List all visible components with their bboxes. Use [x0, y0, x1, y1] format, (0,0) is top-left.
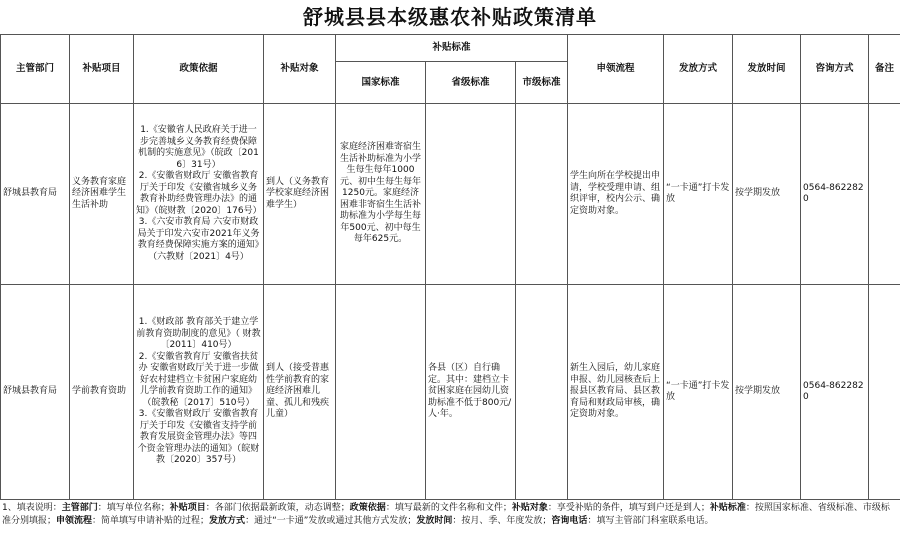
cell-basis: [134, 104, 264, 285]
cell-city: [516, 104, 568, 285]
notes-value: ：按月、季、年度发放；: [452, 515, 552, 526]
table-row: [1, 285, 900, 500]
notes-value: ：填写单位名称；: [97, 503, 170, 513]
basis-line: 1.《财政部 教育部关于建立学前教育资助制度的意见》（ 财教〔2011〕410号）: [136, 317, 261, 351]
notes-key: 咨询电话: [551, 515, 588, 526]
notes-key: 发放时间: [416, 515, 453, 526]
cell-target: 到人（接受普惠性学前教育的家庭经济困难儿童、孤儿和残疾儿童）: [264, 285, 336, 500]
cell-process: 新生入园后，幼儿家庭申报、幼儿园核查后上报县区教育局、县区教育局和财政局审核，确定资助对象。: [568, 285, 664, 500]
notes-value: ：简单填写申请补贴的过程；: [92, 515, 210, 526]
header-row-1: [1, 35, 900, 62]
basis-line: 2.《安徽省财政厅 安徽省教育厅关于印发《安徽省城乡义务教育补助经费管理办法》的通知》（皖财教〔2020〕176号）: [136, 171, 262, 216]
basis-line: 2.《安徽省教育厅 安徽省扶贫办 安徽省财政厅关于进一步做好农村建档立卡贫困户家庭幼儿学前教育资助工作的通知》（皖教秘〔2017〕510号）: [138, 351, 259, 408]
cell-target: 到人（义务教育学校家庭经济困难学生）: [264, 104, 336, 285]
notes-key: 主管部门: [61, 503, 98, 513]
cell-item: 学前教育资助: [70, 285, 134, 500]
header-method: 发放方式: [664, 35, 733, 104]
notes-value: ：各部门依据最新政策，动态调整；: [205, 503, 350, 513]
notes-key: 补贴对象: [511, 503, 548, 513]
basis-line: 1.《安徽省人民政府关于进一步完善城乡义务教育经费保障机制的实施意见》（皖政〔2016〕31号）: [138, 125, 259, 170]
policy-table: [0, 34, 900, 500]
cell-provincial: 各县（区）自行确定。其中：建档立卡贫困家庭在园幼儿资助标准不低于800元/人·年。: [426, 285, 516, 500]
notes-prefix: 1、填表说明：: [2, 503, 62, 513]
basis-line: 3.《安徽省财政厅 安徽省教育厅关于印发《安徽省支持学前教育发展资金管理办法》等四个资金管理办法的通知》（皖财教〔2020〕357号）: [137, 409, 260, 466]
notes-key: 发放方式: [209, 515, 246, 526]
header-provincial: 省级标准: [426, 62, 516, 104]
notes-value: ：按照国家标准、省级标准、市级标准分别填报；: [2, 503, 890, 526]
notes-value: ：填写最新的文件名称和文件；: [385, 503, 512, 513]
cell-method: “一卡通”打卡发放: [664, 285, 733, 500]
header-contact: 咨询方式: [801, 35, 869, 104]
cell-national: [336, 285, 426, 500]
header-city: 市级标准: [516, 62, 568, 104]
notes-value: ：享受补贴的条件，填写到户还是到人；: [547, 503, 710, 513]
header-item: 补贴项目: [70, 35, 134, 104]
cell-provincial: [426, 104, 516, 285]
cell-basis: [134, 285, 264, 500]
header-target: 补贴对象: [264, 35, 336, 104]
header-national: 国家标准: [336, 62, 426, 104]
header-process: 申领流程: [568, 35, 664, 104]
cell-national: 家庭经济困难寄宿生生活补助标准为小学生每生每年1000元、初中生每生每年1250元。家庭经济困难非寄宿生生活补助标准为小学每生每年500元、初中每生每年625元。: [336, 104, 426, 285]
cell-city: [516, 285, 568, 500]
cell-dept: 舒城县教育局: [1, 285, 70, 500]
cell-remark: [869, 104, 900, 285]
header-dept: 主管部门: [1, 35, 70, 104]
notes-key: 补贴标准: [709, 503, 746, 513]
cell-process: 学生向所在学校提出申请，学校受理申请、组织评审，校内公示、确定资助对象。: [568, 104, 664, 285]
cell-time: 按学期发放: [733, 104, 801, 285]
cell-method: “一卡通”打卡发放: [664, 104, 733, 285]
notes-key: 补贴项目: [169, 503, 206, 513]
cell-item: 义务教育家庭经济困难学生生活补助: [70, 104, 134, 285]
header-standard: 补贴标准: [336, 35, 568, 62]
notes-value: ：通过“一卡通”发放或通过其他方式发放；: [245, 515, 417, 526]
cell-contact: 0564-8622820: [801, 104, 869, 285]
notes-key: 申领流程: [56, 515, 93, 526]
cell-time: 按学期发放: [733, 285, 801, 500]
header-basis: 政策依据: [134, 35, 264, 104]
cell-dept: 舒城县教育局: [1, 104, 70, 285]
table-row: [1, 104, 900, 285]
cell-remark: [869, 285, 900, 500]
page-title: 舒城县县本级惠农补贴政策清单: [303, 5, 597, 29]
cell-contact: 0564-8622820: [801, 285, 869, 500]
basis-line: 3.《六安市教育局 六安市财政局关于印发六安市2021年义务教育经费保障实施方案的通知》（六教财〔2021〕4号）: [137, 217, 260, 262]
notes: [0, 500, 900, 529]
header-time: 发放时间: [733, 35, 801, 104]
header-remark: 备注: [869, 35, 900, 104]
notes-key: 政策依据: [349, 503, 386, 513]
notes-value: ：填写主管部门科室联系电话。: [587, 515, 714, 526]
